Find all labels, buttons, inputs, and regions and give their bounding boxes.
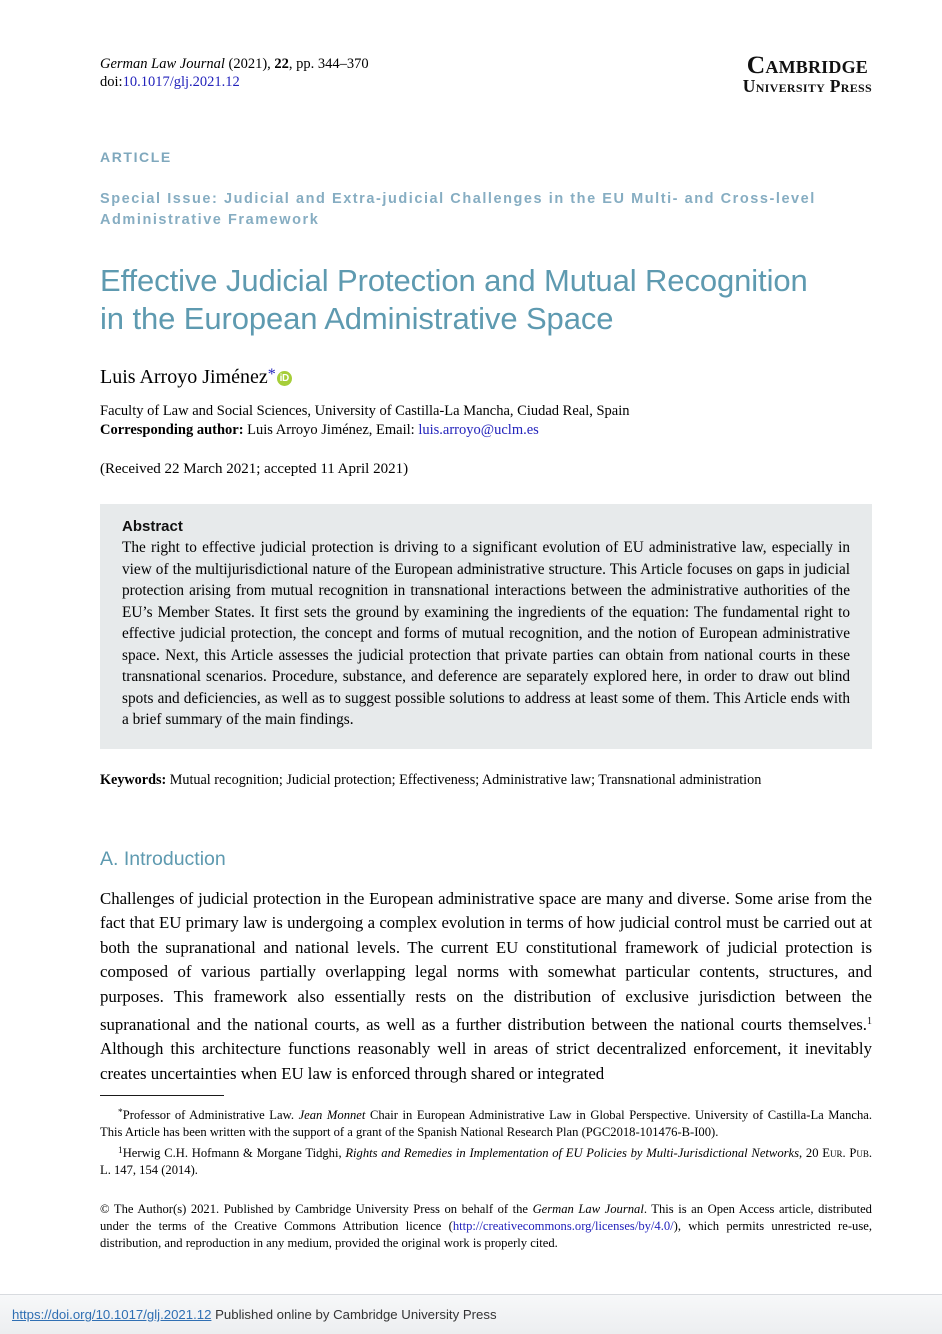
doi-label: doi: [100, 74, 123, 90]
footnote-divider [100, 1095, 224, 1096]
corresponding-author-label: Corresponding author: [100, 421, 244, 438]
special-issue-label: Special Issue: Judicial and Extra-judicial Challenges in the EU Multi- and Cross-level Administrative Framework [100, 191, 816, 228]
bottom-bar-text [0, 1295, 942, 1322]
masthead [100, 0, 872, 113]
footnote-text-before: Herwig C.H. Hofmann & Morgane Tidghi, [122, 1145, 346, 1160]
author-block [100, 363, 872, 389]
footnote-text-after: , 20 [799, 1145, 823, 1160]
publisher-name-line2: University Press [742, 76, 872, 96]
orcid-icon[interactable]: iD [277, 371, 292, 386]
page-content [100, 0, 872, 1086]
footnote-asterisk [100, 1105, 872, 1142]
keywords [100, 771, 872, 790]
page-title: Effective Judicial Protection and Mutual Recognition in the European Administrative Space [100, 263, 808, 336]
footnote-ref-1[interactable]: 1 [867, 1015, 872, 1027]
corresponding-author-email-link[interactable]: luis.arroyo@uclm.es [418, 421, 539, 438]
author-name: Luis Arroyo Jiménez [100, 366, 268, 388]
copyright-part2: . This is an Open Access article, distributed under the terms of the Creative Commons Attribution licence ( [100, 1201, 872, 1234]
abstract-text: The right to effective judicial protection is driving to a significant evolution of EU administrative law, especially in view of the multijurisdictional nature of the European administrative structure. This Article focuses on gaps in judicial protection arising from mutual recognition in transnational interactions between the administrative authorities of the EU’s Member States. It first sets the ground by examining the ingredients of the equation: The fundamental right to effective judicial protection, the concept and forms of mutual recognition, and the notion of European administrative space. Next, this Article assesses the judicial protection that private parties can obtain from national courts in these transnational scenarios. Procedure, substance, and deference are separately explored here, in order to draw out blind spots and deficiencies, as well as to suggest possible solutions to address at least some of them. This Article ends with a brief summary of the main findings. [122, 539, 850, 728]
keywords-value: Mutual recognition; Judicial protection; Effectiveness; Administrative law; Transnational administration [166, 771, 762, 788]
copyright-journal-name: German Law Journal [532, 1201, 644, 1216]
journal-title: German Law Journal [100, 56, 225, 72]
footnote-1 [100, 1143, 872, 1180]
bottom-bar-doi-link[interactable]: https://doi.org/10.1017/glj.2021.12 [12, 1307, 212, 1322]
creative-commons-licence-link[interactable]: http://creativecommons.org/licenses/by/4.0/ [452, 1219, 674, 1234]
keywords-label: Keywords: [100, 771, 167, 788]
section-heading-introduction: A. Introduction [100, 847, 226, 870]
author-affiliation: Faculty of Law and Social Sciences, University of Castilla-La Mancha, Ciudad Real, Spain [100, 403, 630, 419]
received-accepted-dates: (Received 22 March 2021; accepted 11 April 2021) [100, 461, 409, 477]
abstract-heading: Abstract [122, 518, 183, 535]
footnote-text-end: 147, 154 (2014). [110, 1163, 198, 1178]
footnote-text-after: Chair in European Administrative Law in Global Perspective. University of Castilla-La Mancha. This Article has been written with the support of a grant of the Spanish National Research Plan (PGC2018-101476-B-I00). [100, 1108, 872, 1140]
journal-year: (2021), [224, 56, 275, 72]
section-paragraph [100, 887, 872, 1087]
copyright-notice [100, 1201, 872, 1253]
copyright-part3: ), which permits unrestricted re-use, distribution, and reproduction in any medium, provided the original work is properly cited. [100, 1219, 872, 1251]
journal-pages: , pp. 344–370 [288, 56, 369, 72]
footnote-italic-title: Jean Monnet [298, 1108, 366, 1122]
abstract-box [100, 504, 872, 749]
footnote-journal-smallcaps: Eur. Pub. L. [100, 1145, 872, 1178]
publisher-name-line1: Cambridge [746, 50, 868, 79]
corresponding-author [100, 421, 872, 440]
doi-link[interactable]: 10.1017/glj.2021.12 [122, 74, 240, 90]
article-type-label: ARTICLE [100, 149, 172, 165]
section-paragraph-part1: Challenges of judicial protection in the European administrative space are many and diverse. Some arise from the fact that EU primary law is undergoing a complex evolution in terms of how judicial control must be carried out at both the supranational and national levels. The current EU constitutional framework of judicial protection is composed of various partially overlapping legal norms with somewhat particular contents, structures, and purposes. This framework also essentially rests on the distribution of exclusive jurisdiction between the supranational and the national courts, as well as a further distribution between the national courts themselves. [100, 888, 872, 1034]
footnote-area [100, 1095, 872, 1253]
copyright-part1: © The Author(s) 2021. Published by Cambridge University Press on behalf of the [100, 1201, 533, 1216]
bottom-bar-published-label: Published online by Cambridge University Press [211, 1307, 497, 1322]
footnote-marker: 1 [118, 1145, 123, 1156]
cambridge-university-press-logo [743, 52, 872, 96]
section-paragraph-part2: Although this architecture functions reasonably well in areas of strict decentralized enforcement, it inevitably creates uncertainties when EU law is enforced through shared or integrated [100, 1039, 872, 1083]
journal-volume: 22 [274, 56, 289, 72]
author-footnote-marker: * [267, 366, 276, 383]
footnote-marker: * [118, 1108, 123, 1118]
footnote-text-before: Professor of Administrative Law. [122, 1108, 299, 1122]
viewer-bottom-bar [0, 1294, 942, 1334]
footnote-italic-title: Rights and Remedies in Implementation of EU Policies by Multi-Jurisdictional Networks [345, 1145, 800, 1160]
corresponding-author-name: Luis Arroyo Jiménez, Email: [243, 421, 419, 438]
